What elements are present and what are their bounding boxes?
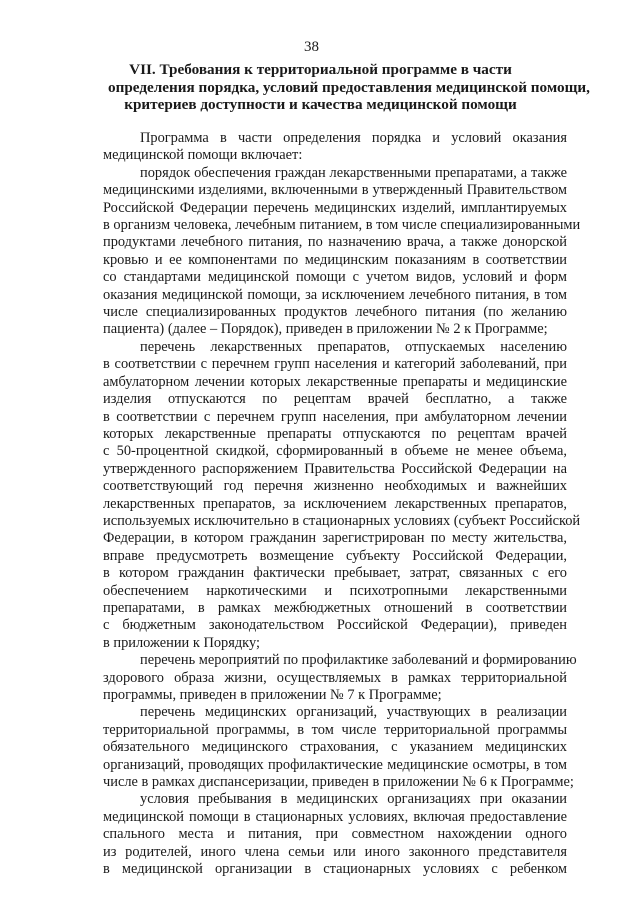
page-number: 38 bbox=[304, 39, 319, 55]
text-line: перечень медицинских организаций, участвующих в реализации bbox=[140, 704, 567, 721]
text-line: с 50-процентной скидкой, сформированный в объеме не менее объема, bbox=[103, 443, 567, 460]
text-line: вправе предусмотреть возмещение субъекту Российской Федерации, bbox=[103, 547, 567, 564]
text-line: в соответствии с перечнем групп населения, при амбулаторном лечении bbox=[103, 408, 567, 425]
text-line: амбулаторном лечении которых лекарственные препараты и медицинские bbox=[103, 373, 567, 390]
text-line: медицинской помощи включает: bbox=[103, 147, 303, 164]
text-line: утвержденного распоряжением Правительства Российской Федерации на bbox=[103, 460, 567, 477]
heading-line: VII. Требования к территориальной программе в части bbox=[129, 61, 512, 78]
text-line: в медицинской организации в стационарных условиях с ребенком bbox=[103, 861, 567, 878]
text-line: со стандартами медицинской помощи с учетом видов, условий и форм bbox=[103, 269, 567, 286]
text-line: медицинской помощи в стационарных условиях, включая предоставление bbox=[103, 808, 567, 825]
text-line: организаций, проводящих профилактические медицинские осмотры, в том bbox=[103, 756, 567, 773]
text-line: кровью и ее компонентами по медицинским показаниям в соответствии bbox=[103, 251, 567, 268]
text-line: территориальной программы, в том числе территориальной программы bbox=[103, 721, 567, 738]
text-line: перечень лекарственных препаратов, отпускаемых населению bbox=[140, 338, 567, 355]
text-line: обязательного медицинского страхования, с указанием медицинских bbox=[103, 739, 567, 756]
text-line: Программа в части определения порядка и условий оказания bbox=[140, 130, 567, 146]
text-line: с бюджетным законодательством Российской Федерации), приведен bbox=[103, 617, 567, 634]
text-line: спального места и питания, при совместном нахождении одного bbox=[103, 826, 567, 843]
heading-line: определения порядка, условий предоставления медицинской помощи, bbox=[108, 78, 590, 96]
text-line: которых лекарственные препараты отпускаются по рецептам врачей bbox=[103, 425, 567, 442]
text-line: Федерации, в котором гражданин зарегистрирован по месту жительства, bbox=[103, 530, 567, 547]
text-line: здорового образа жизни, осуществляемых в рамках территориальной bbox=[103, 669, 567, 686]
text-line: в соответствии с перечнем групп населения и категорий заболеваний, при bbox=[103, 356, 567, 373]
text-line: медицинскими изделиями, включенными в утвержденный Правительством bbox=[103, 182, 567, 199]
body-text bbox=[103, 130, 581, 878]
text-line: используемых исключительно в стационарных условиях (субъект Российской bbox=[103, 512, 581, 529]
text-line: в приложении к Порядку; bbox=[103, 634, 260, 651]
text-line: лекарственных препаратов, за исключением лекарственных препаратов, bbox=[103, 495, 567, 512]
text-line: порядок обеспечения граждан лекарственными препаратами, а также bbox=[140, 164, 567, 181]
section-heading bbox=[108, 61, 590, 114]
text-line: в организм человека, лечебным питанием, в том числе специализированными bbox=[103, 217, 581, 234]
text-line: пациента) (далее – Порядок), приведен в приложении № 2 к Программе; bbox=[103, 321, 548, 338]
text-line: препаратами, в рамках межбюджетных отношений в соответствии bbox=[103, 599, 567, 616]
text-line: программы, приведен в приложении № 7 к Программе; bbox=[103, 687, 442, 703]
text-line: изделия отпускаются по рецептам врачей бесплатно, а также bbox=[103, 391, 567, 408]
text-line: обеспечением наркотическими и психотропными лекарственными bbox=[103, 582, 567, 599]
text-line: перечень мероприятий по профилактике заболеваний и формированию bbox=[140, 652, 577, 669]
text-line: условия пребывания в медицинских организациях при оказании bbox=[140, 791, 567, 808]
text-line: продуктами лечебного питания, по назначению врача, а также донорской bbox=[103, 234, 567, 251]
text-line: Российской Федерации перечень медицинских изделий, имплантируемых bbox=[103, 199, 567, 216]
text-line: в котором гражданин фактически пребывает, затрат, связанных с его bbox=[103, 565, 567, 582]
text-line: числе специализированных продуктов лечебного питания (по желанию bbox=[103, 304, 567, 321]
text-line: из родителей, иного члена семьи или иного законного представителя bbox=[103, 843, 567, 860]
text-line: числе в рамках диспансеризации, приведен в приложении № 6 к Программе; bbox=[103, 774, 574, 791]
heading-line: критериев доступности и качества медицинской помощи bbox=[124, 96, 517, 113]
text-line: соответствующий год перечня жизненно необходимых и важнейших bbox=[103, 478, 567, 495]
text-line: оказания медицинской помощи, за исключением лечебного питания, в том bbox=[103, 286, 567, 303]
